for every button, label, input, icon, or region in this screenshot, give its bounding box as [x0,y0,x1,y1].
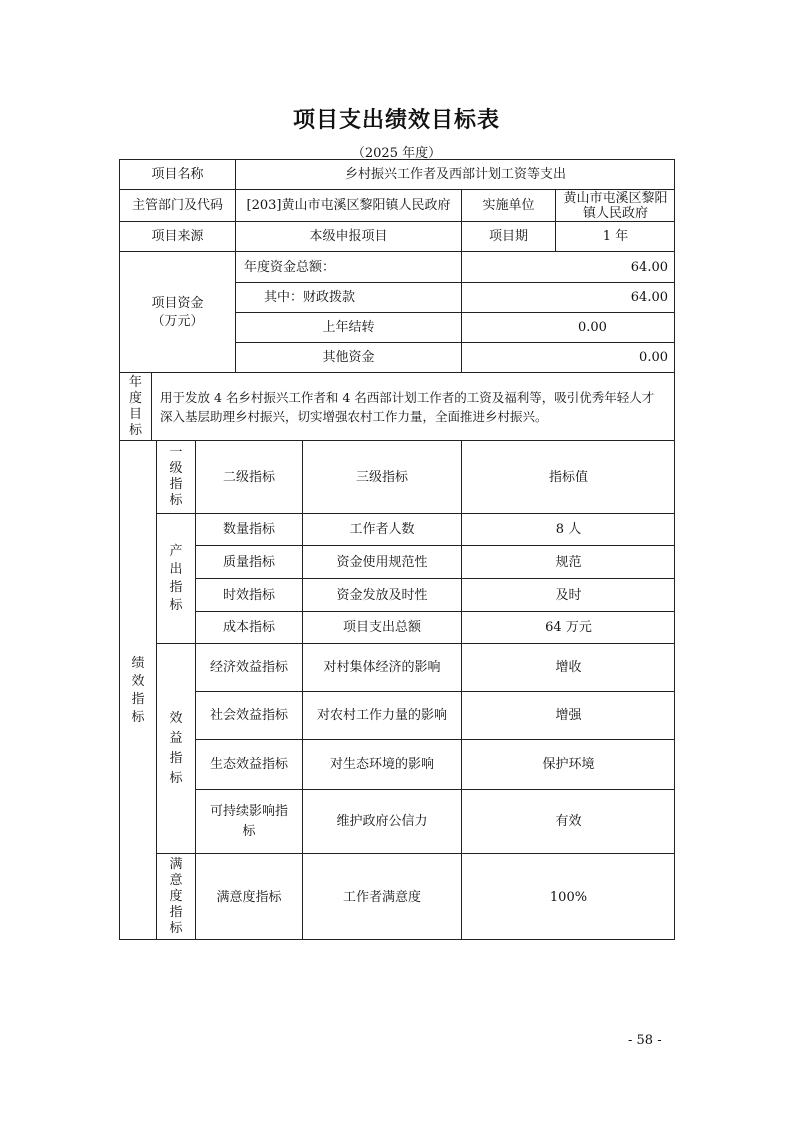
benefit-label-char: 指 [169,750,183,766]
funds-label-line1: 项目资金 [151,295,204,311]
perf-label-char: 效 [131,673,145,689]
header-level1 [156,440,195,513]
benefit-value: 增强 [461,691,675,739]
header-level1-char: 指 [169,477,183,492]
header-value: 指标值 [461,440,675,513]
output-label-char: 标 [169,597,183,613]
output-label-char: 指 [169,579,183,595]
satisfaction-label-char: 满 [169,857,183,872]
satisfaction-indicators-label [156,853,195,940]
funds-total-label: 年度资金总额： [235,251,461,282]
output-level3: 项目支出总额 [302,611,461,643]
satisfaction-label-char: 标 [169,921,183,936]
funds-carry-value: 0.00 [461,312,675,342]
output-value: 及时 [461,578,675,611]
funds-label [119,251,235,372]
header-level1-char: 级 [169,461,183,476]
satisfaction-label-char: 意 [169,873,183,888]
fiscal-year: （2025 年度） [351,146,442,161]
satisfaction-level3: 工作者满意度 [302,853,461,940]
period-value: 1 年 [555,221,675,251]
annual-goal-label [119,372,151,440]
benefit-level3: 维护政府公信力 [302,789,461,853]
benefit-indicators-label [156,643,195,853]
output-value: 64 万元 [461,611,675,643]
period-label: 项目期 [461,221,555,251]
output-label-char: 产 [169,543,183,559]
dept-value: [203]黄山市屯溪区黎阳镇人民政府 [235,189,461,221]
benefit-label-char: 效 [169,710,183,726]
source-value: 本级申报项目 [235,221,461,251]
funds-fiscal-value: 64.00 [461,282,675,312]
funds-fiscal-label: 其中：财政拨款 [235,282,461,312]
header-level2: 二级指标 [195,440,302,513]
output-level2: 数量指标 [195,513,302,545]
satisfaction-label-char: 度 [169,889,183,904]
funds-other-label: 其他资金 [235,342,461,372]
benefit-level2-line2: 标 [242,823,256,839]
output-level3: 工作者人数 [302,513,461,545]
annual-goal-label-char: 目 [128,406,142,422]
funds-other-value: 0.00 [461,342,675,372]
page-title: 项目支出绩效目标表 [292,108,500,133]
benefit-level2: 社会效益指标 [195,691,302,739]
impl-unit-label: 实施单位 [461,189,555,221]
perf-label-char: 指 [131,691,145,707]
benefit-level2: 经济效益指标 [195,643,302,691]
benefit-level3: 对生态环境的影响 [302,739,461,789]
performance-target-table [119,159,675,940]
project-name-value: 乡村振兴工作者及西部计划工资等支出 [235,159,675,189]
benefit-level2: 生态效益指标 [195,739,302,789]
page-number: - 58 - [628,1033,662,1048]
funds-total-value: 64.00 [461,251,675,282]
project-name-label: 项目名称 [119,159,235,189]
benefit-label-char: 益 [169,730,183,746]
perf-label-char: 绩 [131,655,145,671]
annual-goal-label-char: 度 [128,390,142,406]
header-level3: 三级指标 [302,440,461,513]
benefit-level2 [195,789,302,853]
performance-indicators-label [119,440,156,940]
benefit-level3: 对农村工作力量的影响 [302,691,461,739]
benefit-level2-line1: 可持续影响指 [209,803,288,819]
annual-goal-text: 用于发放 4 名乡村振兴工作者和 4 名西部计划工作者的工资及福利等，吸引优秀年轻人才深入基层助理乡村振兴，切实增强农村工作力量，全面推进乡村振兴。 [151,372,675,440]
output-level2: 成本指标 [195,611,302,643]
perf-label-char: 标 [131,709,145,725]
annual-goal-label-char: 标 [128,422,142,438]
annual-goal-label-char: 年 [128,374,142,390]
funds-carry-label: 上年结转 [235,312,461,342]
output-level3: 资金使用规范性 [302,545,461,578]
satisfaction-label-char: 指 [169,905,183,920]
benefit-value: 保护环境 [461,739,675,789]
source-label: 项目来源 [119,221,235,251]
header-level1-char: 标 [169,493,183,508]
impl-unit-value-line2: 镇人民政府 [582,205,648,221]
benefit-value: 增收 [461,643,675,691]
dept-label: 主管部门及代码 [119,189,235,221]
output-indicators-label [156,513,195,643]
impl-unit-value-line1: 黄山市屯溪区黎阳 [563,190,668,206]
benefit-level3: 对村集体经济的影响 [302,643,461,691]
satisfaction-value: 100% [461,853,675,940]
output-level2: 时效指标 [195,578,302,611]
output-label-char: 出 [169,561,183,577]
benefit-label-char: 标 [169,770,183,786]
satisfaction-level2: 满意度指标 [195,853,302,940]
impl-unit-value [555,189,675,221]
header-level1-char: 一 [169,445,183,460]
output-level3: 资金发放及时性 [302,578,461,611]
output-level2: 质量指标 [195,545,302,578]
output-value: 规范 [461,545,675,578]
benefit-value: 有效 [461,789,675,853]
output-value: 8 人 [461,513,675,545]
funds-label-line2: （万元） [151,313,204,329]
